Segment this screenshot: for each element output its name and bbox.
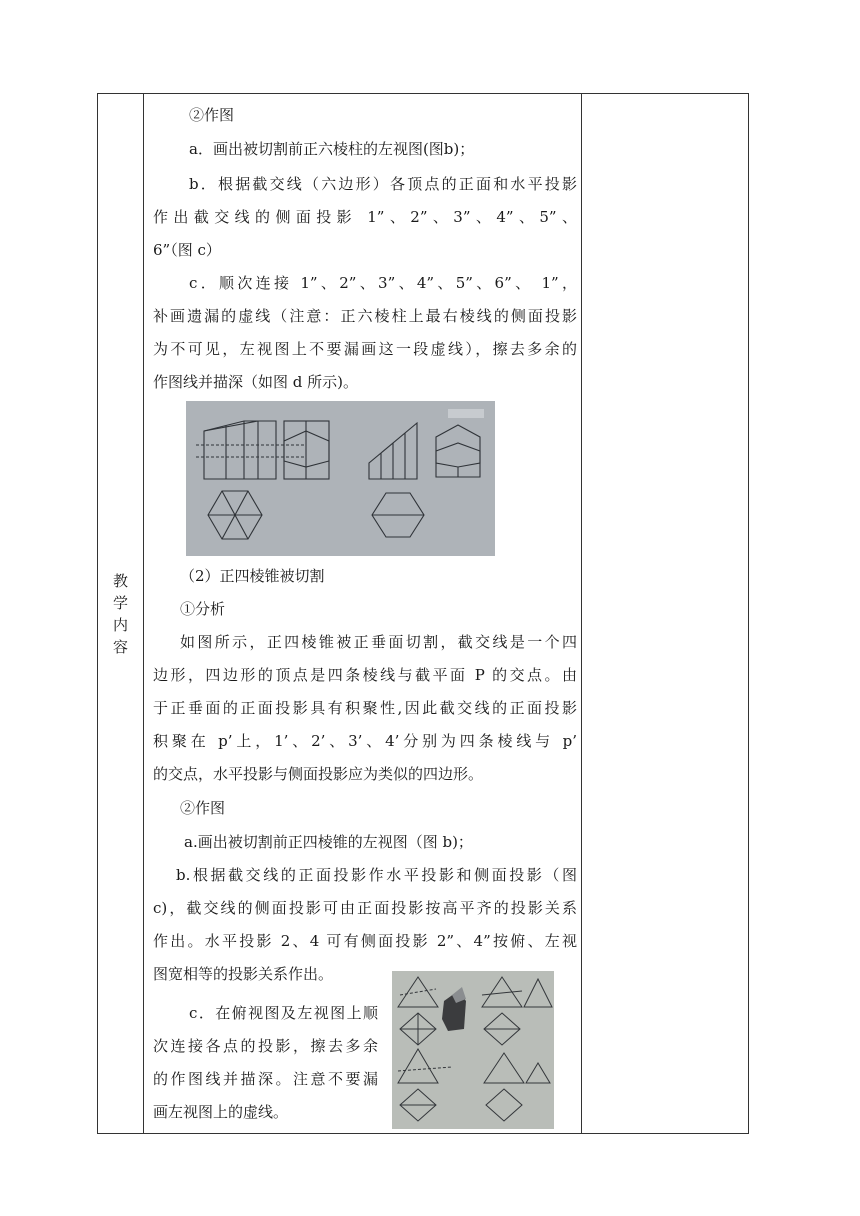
s1-step-b-line: 6”（图 c） [153, 241, 221, 259]
s2-step-b-line: c)，截交线的侧面投影可由正面投影按高平齐的投影关系 [153, 899, 577, 917]
s2-analysis-line: 积聚在 p’上，1’、2’、3’、4’分别为四条棱线与 p’ [153, 732, 577, 750]
s2-title: （2）正四棱锥被切割 [180, 567, 325, 585]
s2-step-a: a.画出被切割前正四棱锥的左视图（图 b)； [184, 833, 473, 851]
row-label: 教学内容 [112, 571, 128, 656]
lesson-table [97, 93, 749, 1134]
s2-step-c-line: 的作图线并描深。注意不要漏 [153, 1070, 378, 1088]
content-cell [144, 94, 582, 1134]
s1-step-b-line: b．根据截交线（六边形）各顶点的正面和水平投影 [189, 175, 577, 193]
s2-step-b-line: b.根据截交线的正面投影作水平投影和侧面投影（图 [176, 866, 577, 884]
s1-heading-draw: ②作图 [189, 106, 235, 124]
s2-analysis-line: 边形，四边形的顶点是四条棱线与截平面 P 的交点。由 [153, 666, 577, 684]
s1-step-b-line: 作出截交线的侧面投影 1”、2”、3”、4”、5”、 [153, 208, 577, 226]
s2-step-c-line: c．在俯视图及左视图上顺 [189, 1004, 378, 1022]
notes-cell [582, 94, 749, 1134]
s1-step-a: a．画出被切割前正六棱柱的左视图(图b)； [189, 140, 475, 158]
s2-heading-analysis: ①分析 [180, 600, 226, 618]
s2-analysis-line: 于正垂面的正面投影具有积聚性,因此截交线的正面投影 [153, 699, 577, 717]
s2-step-c-line: 次连接各点的投影，擦去多余 [153, 1037, 378, 1055]
s1-step-c-line: 为不可见，左视图上不要漏画这一段虚线），擦去多余的 [153, 340, 577, 358]
square-pyramid-figure-photo [392, 971, 554, 1129]
s1-step-c-line: 补画遗漏的虚线（注意：正六棱柱上最右棱线的侧面投影 [153, 307, 577, 325]
s2-analysis-line: 如图所示，正四棱锥被正垂面切割，截交线是一个四 [180, 633, 577, 651]
row-label-cell [98, 94, 144, 1134]
s1-step-c-line: 作图线并描深（如图 d 所示)。 [153, 373, 358, 391]
s2-step-b-line: 图宽相等的投影关系作出。 [153, 965, 334, 983]
s2-step-c-line: 画左视图上的虚线。 [153, 1103, 289, 1121]
s2-analysis-line: 的交点，水平投影与侧面投影应为类似的四边形。 [153, 765, 484, 783]
s2-heading-draw: ②作图 [180, 799, 226, 817]
hex-prism-figure-photo [186, 401, 495, 556]
s2-step-b-line: 作出。水平投影 2、4 可有侧面投影 2”、4”按俯、左视 [153, 932, 577, 950]
s1-step-c-line: c．顺次连接 1”、2”、3”、4”、5”、6”、 1”， [189, 274, 577, 292]
